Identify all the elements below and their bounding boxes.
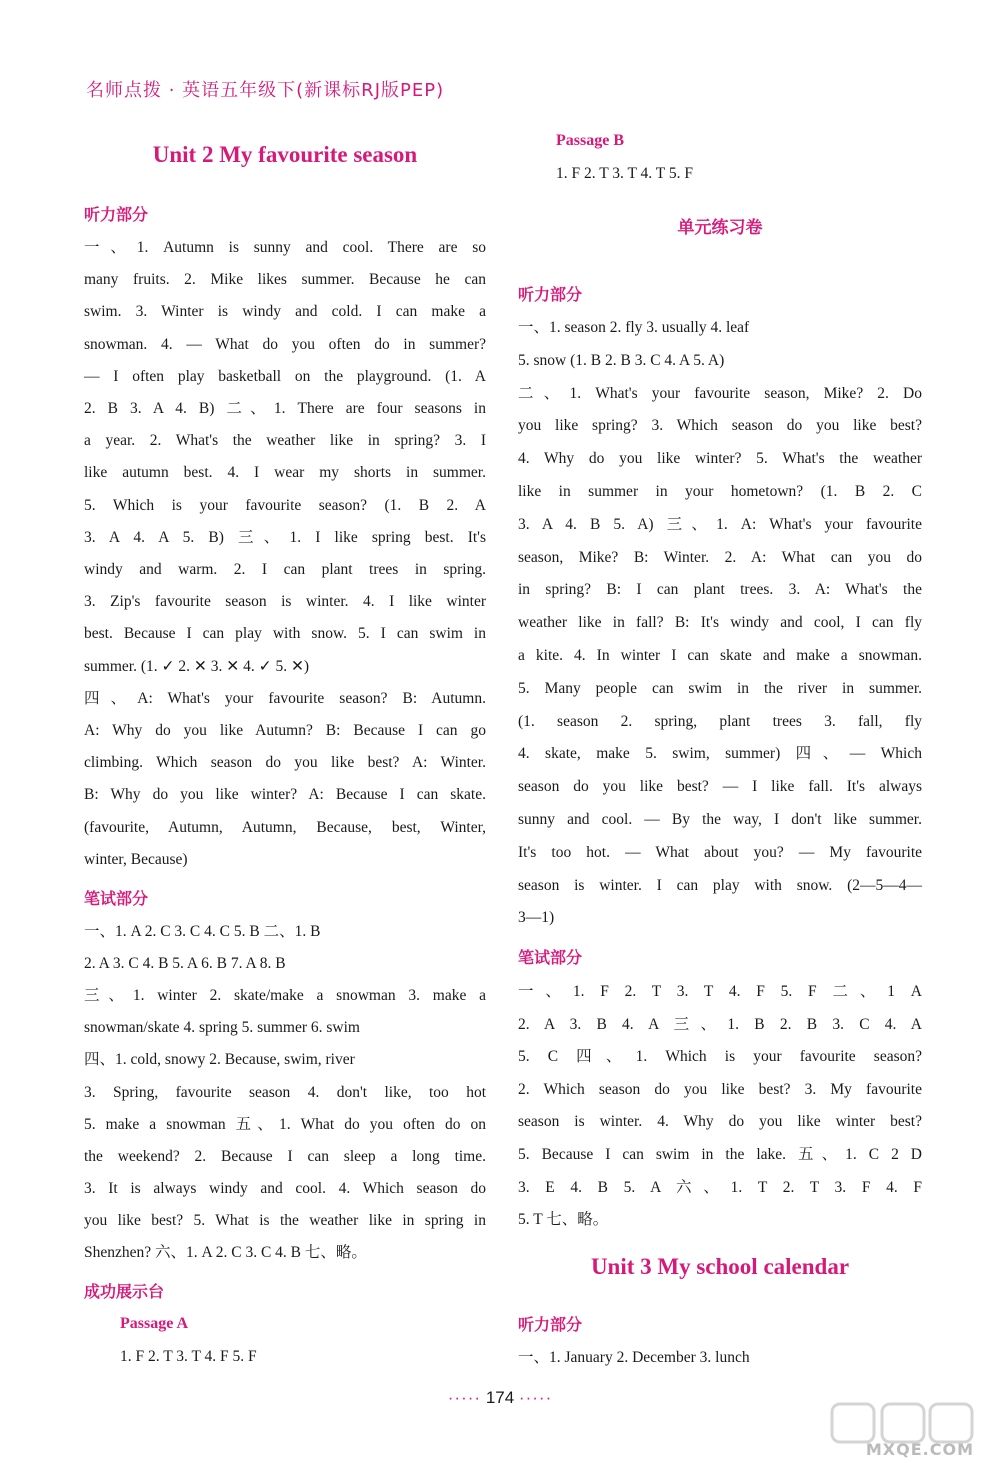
answer-line: summer. (1. ✓ 2. ✕ 3. ✕ 4. ✓ 5. ✕): [84, 657, 310, 675]
written-section-label: 笔试部分: [84, 889, 149, 908]
test-listening-section-label: 听力部分: [518, 285, 583, 304]
answer-line: 5. Many people can swim in the river in summer.: [518, 679, 922, 697]
answer-line: 三、1. winter 2. skate/make a snowman 3. make a: [84, 987, 486, 1005]
answer-line: best. Because I can play with snow. 5. I can swim in: [84, 625, 486, 643]
footer-dots-right: ·····: [518, 1388, 553, 1407]
answer-line: 5. C 四、1. Which is your favourite season?: [518, 1048, 922, 1066]
answer-line: sunny and cool. — By the way, I don't like summer.: [518, 811, 922, 828]
answer-line: 一、1. Autumn is sunny and cool. There are so: [84, 239, 486, 256]
answer-line: — I often play basketball on the playground. (1. A: [84, 367, 486, 385]
unit-test-title: 单元练习卷: [677, 218, 763, 238]
answer-line: season do you like best? — I like fall. It's always: [518, 778, 922, 796]
answer-line: 2. B 3. A 4. B) 二、1. There are four seasons in: [84, 400, 486, 417]
answer-line: snowman. 4. — What do you often do in summer?: [84, 335, 486, 353]
answer-line: 3—1): [518, 909, 555, 927]
answer-line: a kite. 4. In winter I can skate and make a snowman.: [518, 647, 922, 664]
answer-line: swim. 3. Winter is windy and cold. I can make a: [84, 303, 486, 321]
answer-line: 5. make a snowman 五、1. What do you often do on: [84, 1115, 486, 1133]
page-header: 名师点拨 · 英语五年级下(新课标RJ版PEP): [86, 80, 445, 101]
passage-a-label: Passage A: [120, 1315, 188, 1332]
answer-line: you like best? 5. What is the weather like in spring in: [84, 1211, 486, 1229]
answer-line: 四、1. cold, snowy 2. Because, swim, river: [84, 1051, 355, 1069]
answer-line: you like spring? 3. Which season do you like best?: [518, 417, 922, 435]
answer-line: 3. A 4. A 5. B) 三、1. I like spring best. It's: [84, 528, 486, 546]
answer-line: 3. Spring, favourite season 4. don't like, too hot: [84, 1083, 486, 1101]
answer-line: 5. Which is your favourite season? (1. B 2. A: [84, 496, 486, 514]
answer-line: 3. It is always windy and cool. 4. Which season do: [84, 1179, 486, 1197]
answer-line: 二、1. What's your favourite season, Mike? 2. Do: [518, 384, 922, 402]
watermark-text: MXQE.COM: [865, 1440, 974, 1459]
footer-dots-left: ·····: [447, 1388, 482, 1407]
answer-line: snowman/skate 4. spring 5. summer 6. swim: [84, 1019, 360, 1037]
answer-line: 2. A 3. B 4. A 三、1. B 2. B 3. C 4. A: [518, 1015, 922, 1033]
answer-line: 2. A 3. C 4. B 5. A 6. B 7. A 8. B: [84, 955, 286, 973]
listening-section-label: 听力部分: [84, 205, 149, 224]
answer-line: 4. Why do you like winter? 5. What's the weather: [518, 450, 922, 468]
showcase-section-label: 成功展示台: [84, 1282, 165, 1301]
answer-line: windy and warm. 2. I can plant trees in spring.: [84, 561, 486, 578]
answer-line: 一、1. season 2. fly 3. usually 4. leaf: [518, 319, 750, 336]
answer-line: season is winter. 4. Why do you like winter best?: [518, 1113, 922, 1131]
answer-line: like autumn best. 4. I wear my shorts in summer.: [84, 464, 486, 482]
answer-line: 四、A: What's your favourite season? B: Autumn.: [84, 689, 486, 707]
answer-line: winter, Because): [84, 850, 188, 868]
answer-line: 一、1. A 2. C 3. C 4. C 5. B 二、1. B: [84, 923, 321, 940]
answer-line: 2. Which season do you like best? 3. My favourite: [518, 1080, 922, 1098]
answer-line: It's too hot. — What about you? — My favourite: [518, 843, 922, 861]
answer-line: 一、1. January 2. December 3. lunch: [518, 1349, 750, 1366]
answer-line: 5. snow (1. B 2. B 3. C 4. A 5. A): [518, 351, 725, 369]
test-written-section-label: 笔试部分: [518, 948, 583, 967]
answer-line: season, Mike? B: Winter. 2. A: What can you do: [518, 548, 922, 566]
page-number: 174: [485, 1388, 515, 1407]
answer-line: climbing. Which season do you like best? A: Winter.: [84, 754, 486, 772]
answer-line: 一、1. F 2. T 3. T 4. F 5. F 二、1 A: [518, 983, 922, 1000]
answer-line: many fruits. 2. Mike likes summer. Because he can: [84, 271, 486, 289]
passage-b-answers: 1. F 2. T 3. T 4. T 5. F: [556, 165, 693, 182]
unit3-title: Unit 3 My school calendar: [590, 1254, 850, 1279]
answer-line: 5. T 七、略。: [518, 1211, 609, 1229]
answer-line: in spring? B: I can plant trees. 3. A: What's the: [518, 581, 922, 599]
answer-line: (1. season 2. spring, plant trees 3. fall, fly: [518, 712, 922, 730]
answer-line: season is winter. I can play with snow. (2—5—4—: [518, 876, 922, 894]
answer-line: a year. 2. What's the weather like in spring? 3. I: [84, 432, 486, 450]
answer-line: like in summer in your hometown? (1. B 2. C: [518, 483, 922, 500]
answer-line: 3. Zip's favourite season is winter. 4. I like winter: [84, 593, 486, 611]
answer-line: 4. skate, make 5. swim, summer) 四、— Which: [518, 745, 922, 763]
unit3-listening-section-label: 听力部分: [518, 1315, 583, 1334]
answer-line: 5. Because I can swim in the lake. 五、1. C 2 D: [518, 1146, 922, 1163]
answer-line: (favourite, Autumn, Autumn, Because, best, Winter,: [84, 818, 486, 836]
answer-line: 3. E 4. B 5. A 六、1. T 2. T 3. F 4. F: [518, 1178, 922, 1196]
answer-line: A: Why do you like Autumn? B: Because I can go: [84, 722, 486, 739]
answer-line: 3. A 4. B 5. A) 三、1. A: What's your favourite: [518, 515, 922, 533]
answer-line: B: Why do you like winter? A: Because I can skate.: [84, 786, 486, 804]
passage-b-label: Passage B: [556, 132, 624, 149]
unit2-title: Unit 2 My favourite season: [152, 142, 418, 167]
answer-line: the weekend? 2. Because I can sleep a long time.: [84, 1147, 486, 1165]
answer-line: weather like in fall? B: It's windy and cool, I can fly: [518, 614, 922, 632]
answer-line: Shenzhen? 六、1. A 2. C 3. C 4. B 七、略。: [84, 1244, 367, 1261]
passage-a-answers: 1. F 2. T 3. T 4. F 5. F: [120, 1348, 257, 1365]
